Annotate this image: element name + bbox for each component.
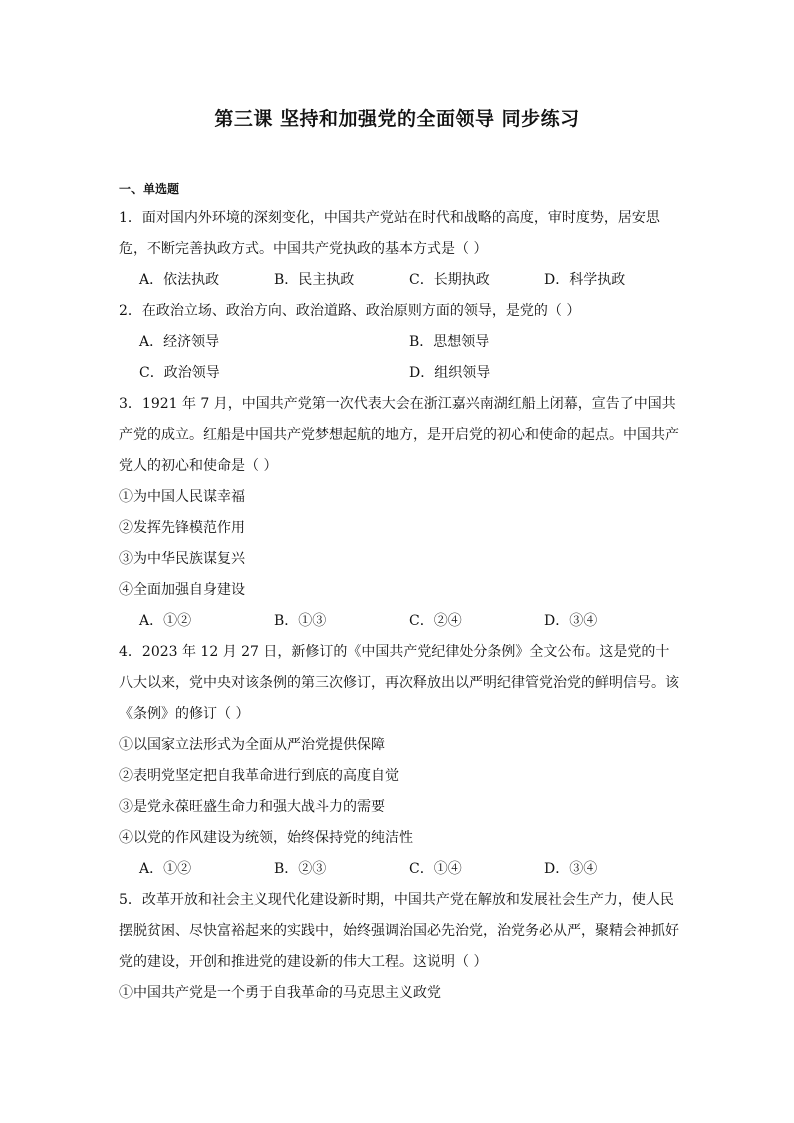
- question-list: [119, 178, 679, 1009]
- option-c: C．长期执政: [409, 272, 490, 288]
- option-d: D．③④: [544, 861, 598, 877]
- question-text: 3．1921 年 7 月，中国共产党第一次代表大会在浙江嘉兴南湖红船上闭幕，宣告了中国共产党的成立。红船是中国共产党梦想起航的地方，是开启党的初心和使命的起点。中国共产党人的初心和使命是（ ）: [119, 396, 679, 474]
- option-c: C．②④: [409, 613, 462, 629]
- options-row: [119, 854, 679, 885]
- option-b: B．思想领导: [409, 334, 490, 350]
- statement-2: ②发挥先锋模范作用: [119, 520, 245, 536]
- question-1: [119, 203, 679, 296]
- option-a: A．经济领导: [139, 334, 220, 350]
- option-c: C．①④: [409, 861, 462, 877]
- section-heading: 一、单选题: [119, 182, 180, 196]
- option-a: A．①②: [139, 861, 192, 877]
- option-b: B．民主执政: [274, 272, 355, 288]
- option-d: D．③④: [544, 613, 598, 629]
- question-2: [119, 296, 679, 389]
- statement-2: ②表明党坚定把自我革命进行到底的高度自觉: [119, 768, 399, 784]
- question-3: [119, 389, 679, 637]
- options-row: [119, 606, 679, 637]
- option-d: D．组织领导: [409, 365, 491, 381]
- question-text: 2．在政治立场、政治方向、政治道路、政治原则方面的领导，是党的（ ）: [119, 303, 581, 319]
- options-row: [119, 327, 679, 358]
- statement-1: ①为中国人民谋幸福: [119, 489, 245, 505]
- question-4: [119, 637, 679, 885]
- statement-1: ①以国家立法形式为全面从严治党提供保障: [119, 737, 385, 753]
- options-row: [119, 265, 679, 296]
- option-b: B．②③: [274, 861, 327, 877]
- question-text: 5．改革开放和社会主义现代化建设新时期，中国共产党在解放和发展社会生产力，使人民摆脱贫困、尽快富裕起来的实践中，始终强调治国必先治党，治党务必从严，聚精会神抓好党的建设，开创和推进党的建设新的伟大工程。这说明（ ）: [119, 892, 679, 970]
- statement-4: ④以党的作风建设为统领，始终保持党的纯洁性: [119, 830, 413, 846]
- option-b: B．①③: [274, 613, 327, 629]
- option-a: A．①②: [139, 613, 192, 629]
- option-d: D．科学执政: [544, 272, 626, 288]
- page-title: 第三课 坚持和加强党的全面领导 同步练习: [214, 108, 580, 130]
- statement-3: ③是党永葆旺盛生命力和强大战斗力的需要: [119, 799, 385, 815]
- statement-3: ③为中华民族谋复兴: [119, 551, 245, 567]
- question-text: 4．2023 年 12 月 27 日，新修订的《中国共产党纪律处分条例》全文公布。这是党的十八大以来，党中央对该条例的第三次修订，再次释放出以严明纪律管党治党的鲜明信号。该《条例》的修订（ ）: [119, 644, 679, 722]
- options-row: [119, 358, 679, 389]
- statement-4: ④全面加强自身建设: [119, 582, 245, 598]
- question-5: [119, 885, 679, 1009]
- question-text: 1．面对国内外环境的深刻变化，中国共产党站在时代和战略的高度，审时度势，居安思危，不断完善执政方式。中国共产党执政的基本方式是（ ）: [119, 210, 660, 257]
- statement-1: ①中国共产党是一个勇于自我革命的马克思主义政党: [119, 985, 441, 1001]
- option-c: C．政治领导: [139, 365, 220, 381]
- option-a: A．依法执政: [139, 272, 220, 288]
